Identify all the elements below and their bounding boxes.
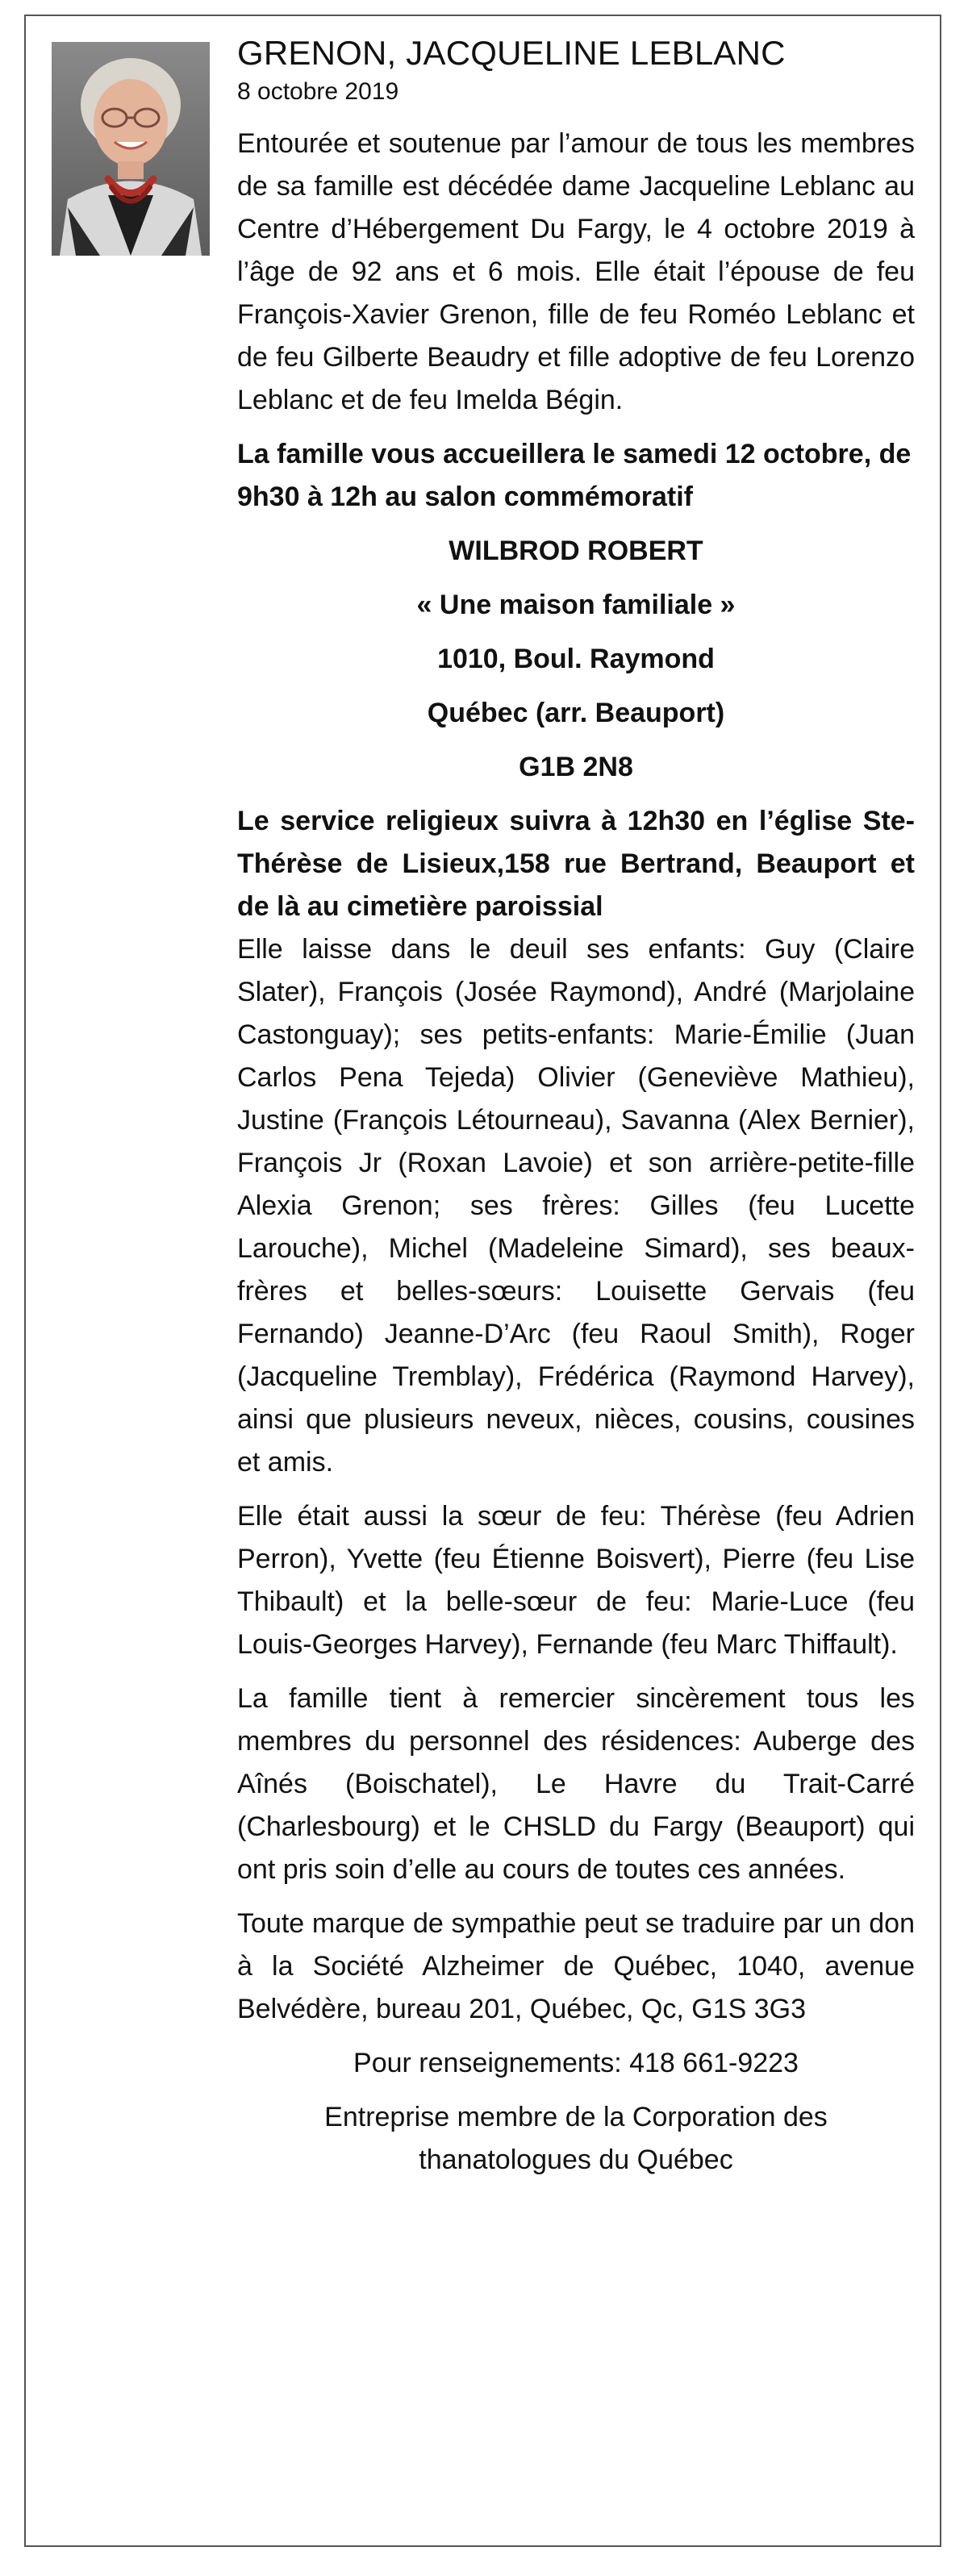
- service-paragraph: Le service religieux suivra à 12h30 en l’église Ste-Thérèse de Lisieux,158 rue Bertrand, Beauport et de là au cimetière paroissial: [237, 806, 915, 922]
- predeceased-paragraph: Elle était aussi la sœur de feu: Thérèse (feu Adrien Perron), Yvette (feu Étienne Boisvert), Pierre (feu Lise Thibault) et la belle-sœur de feu: Marie-Luce (feu Louis-Georges Harvey), Fernande (feu Marc Thiffault).: [237, 1501, 915, 1660]
- portrait-photo: [52, 42, 210, 256]
- funeral-home-name: WILBROD ROBERT: [449, 536, 703, 566]
- funeral-home-city: Québec (arr. Beauport): [427, 698, 725, 728]
- deceased-name: GRENON, JACQUELINE LEBLANC: [237, 34, 786, 72]
- funeral-home-tagline: « Une maison familiale »: [416, 590, 736, 620]
- visitation-paragraph: La famille vous accueillera le samedi 12 octobre, de 9h30 à 12h au salon commémoratif: [237, 439, 912, 512]
- obituary-content: [237, 31, 915, 2182]
- survivors-paragraph: Elle laisse dans le deuil ses enfants: Guy (Claire Slater), François (Josée Raymond), André (Marjolaine Castonguay); ses petits-enfants: Marie-Émilie (Juan Carlos Pena Tejeda) Olivier (Geneviève Mathieu), Justine (François Létourneau), Savanna (Alex Bernier), François Jr (Roxan Lavoie) et son arrière-petite-fille Alexia Grenon; ses frères: Gilles (feu Lucette Larouche), Michel (Madeleine Simard), ses beaux-frères et belles-sœurs: Louisette Gervais (feu Fernando) Jeanne-D’Arc (feu Raoul Smith), Roger (Jacqueline Tremblay), Frédérica (Raymond Harvey), ainsi que plusieurs neveux, nièces, cousins, cousines et amis.: [237, 934, 915, 1478]
- membership-note: Entreprise membre de la Corporation des thanatologues du Québec: [324, 2102, 828, 2175]
- donations-paragraph: Toute marque de sympathie peut se traduire par un don à la Société Alzheimer de Québec, 1040, avenue Belvédère, bureau 201, Québec, Qc, G1S 3G3: [237, 1908, 915, 2024]
- thanks-paragraph: La famille tient à remercier sincèrement tous les membres du personnel des résidences: Auberge des Aînés (Boischatel), Le Havre du Trait-Carré (Charlesbourg) et le CHSLD du Fargy (Beauport) qui ont pris soin d’elle au cours de toutes ces années.: [237, 1683, 915, 1885]
- obituary-card: [24, 15, 941, 2547]
- publication-date: 8 octobre 2019: [237, 78, 399, 105]
- intro-paragraph: Entourée et soutenue par l’amour de tous les membres de sa famille est décédée dame Jacqueline Leblanc au Centre d’Hébergement Du Fargy, le 4 octobre 2019 à l’âge de 92 ans et 6 mois. Elle était l’épouse de feu François-Xavier Grenon, fille de feu Roméo Leblanc et de feu Gilberte Beaudry et fille adoptive de feu Lorenzo Leblanc et de feu Imelda Bégin.: [237, 128, 915, 415]
- funeral-home-address: 1010, Boul. Raymond: [437, 644, 715, 674]
- info-phone: Pour renseignements: 418 661-9223: [353, 2048, 799, 2078]
- funeral-home-postal: G1B 2N8: [519, 752, 633, 782]
